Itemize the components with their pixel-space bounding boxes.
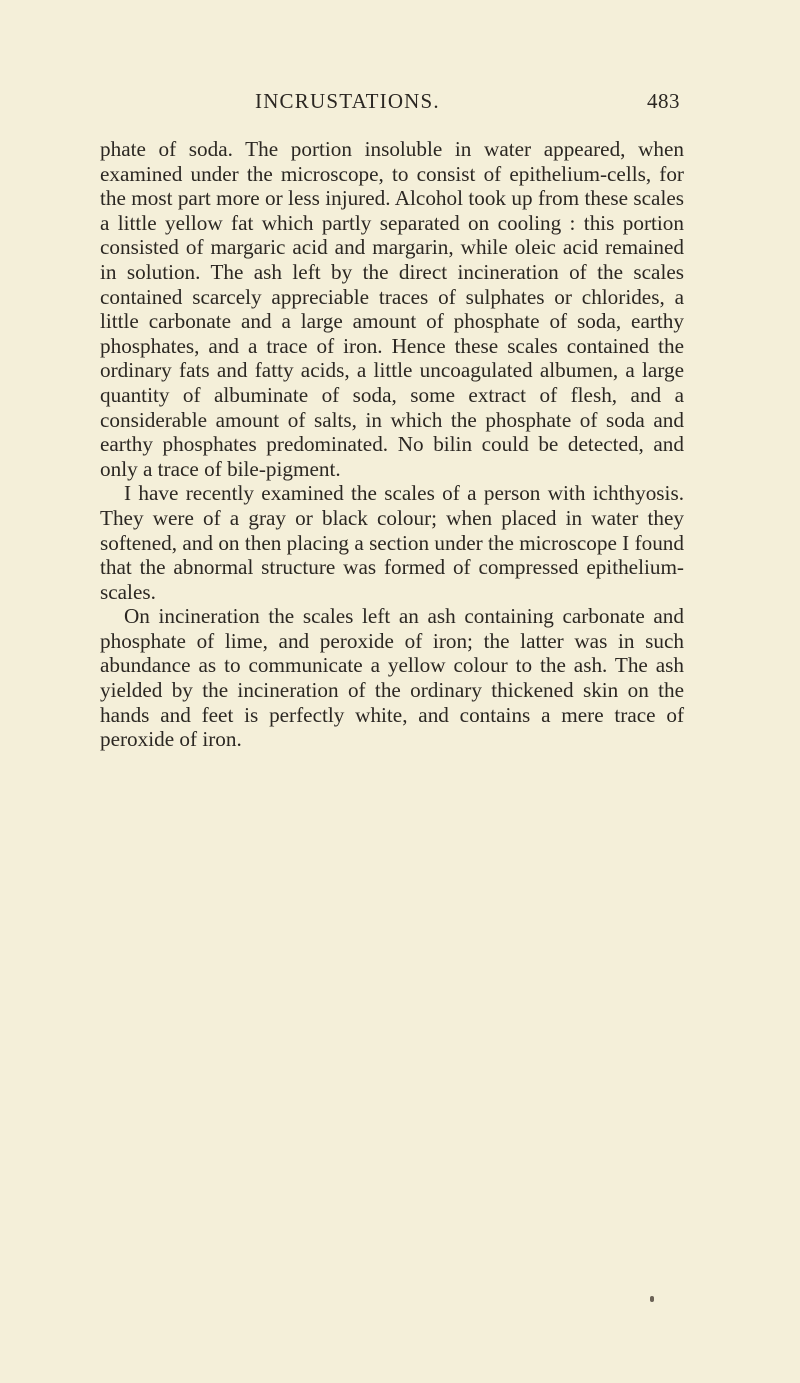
- running-head: [200, 89, 680, 117]
- running-title: INCRUSTATIONS.: [255, 89, 440, 113]
- ink-speck: [650, 1296, 654, 1302]
- paragraph-ichthyosis: I have recently examined the scales of a person with ichthyosis. They were of a gray or black colour; when placed in water they softened, and on then placing a section under the microscope I found that the abnormal structure was formed of compressed epithelium-scales.: [100, 481, 684, 604]
- body-text: [100, 137, 684, 752]
- paragraph-incineration: On incineration the scales left an ash containing carbonate and phosphate of lime, and peroxide of iron; the latter was in such abundance as to communicate a yellow colour to the ash. The ash yielded by the incineration of the ordinary thickened skin on the hands and feet is perfectly white, and contains a mere trace of peroxide of iron.: [100, 604, 684, 752]
- page-number: 483: [647, 89, 680, 113]
- paragraph-ash-analysis: phate of soda. The portion insoluble in water appeared, when examined under the microscope, to consist of epithelium-cells, for the most part more or less injured. Alcohol took up from these scales a little yellow fat which partly separated on cooling : this portion consisted of margaric acid and margarin, while oleic acid remained in solution. The ash left by the direct incineration of the scales contained scarcely appreciable traces of sulphates or chlorides, a little carbonate and a large amount of phosphate of soda, earthy phosphates, and a trace of iron. Hence these scales contained the ordinary fats and fatty acids, a little uncoagulated albumen, a large quantity of albuminate of soda, some extract of flesh, and a considerable amount of salts, in which the phosphate of soda and earthy phosphates predominated. No bilin could be detected, and only a trace of bile-pigment.: [100, 137, 684, 481]
